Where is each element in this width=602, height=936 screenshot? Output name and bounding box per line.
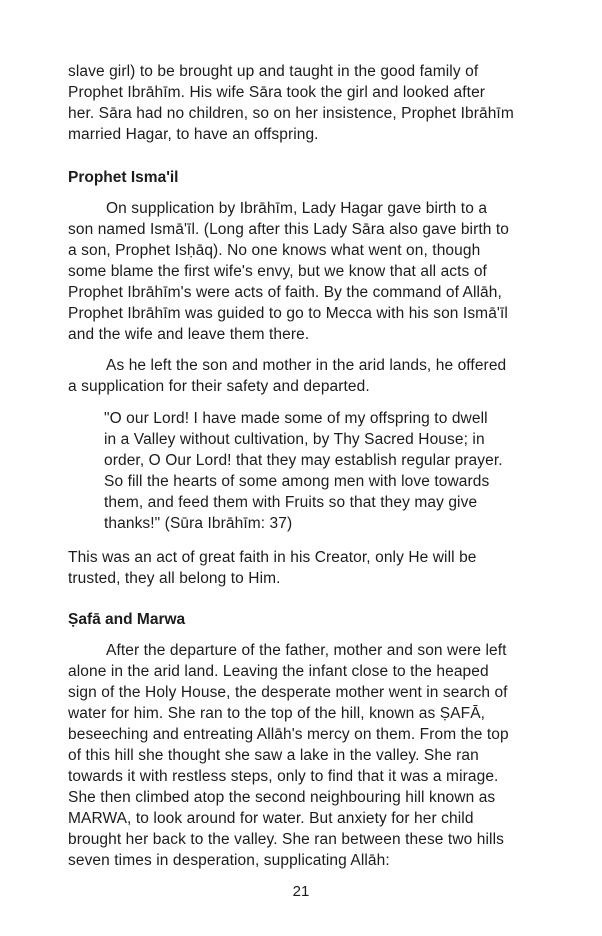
text-line: beseeching and entreating Allāh's mercy on them. From the top <box>68 726 509 743</box>
text-line: Prophet Ibrāhīm. His wife Sāra took the girl and looked after <box>68 84 486 101</box>
text-line: trusted, they all belong to Him. <box>68 570 281 587</box>
text-line: As he left the son and mother in the arid lands, he offered <box>106 357 507 374</box>
text-line: alone in the arid land. Leaving the infant close to the heaped <box>68 663 489 680</box>
text-line: Prophet Ibrāhīm was guided to go to Mecca with his son Ismā'īl <box>68 305 508 322</box>
text-line: MARWA, to look around for water. But anxiety for her child <box>68 810 474 827</box>
text-line: son named Ismā'īl. (Long after this Lady Sāra also gave birth to <box>68 221 510 238</box>
text-line: of this hill she thought she saw a lake in the valley. She ran <box>68 747 479 764</box>
text-line: water for him. She ran to the top of the hill, known as ṢAFĀ, <box>68 705 486 722</box>
text-line: a son, Prophet Isḥāq). No one knows what went on, though <box>68 242 481 259</box>
text-line: After the departure of the father, mother and son were left <box>106 642 507 659</box>
text-line: brought her back to the valley. She ran between these two hills <box>68 831 504 848</box>
text-line: seven times in desperation, supplicating Allāh: <box>68 852 390 869</box>
quote-line: them, and feed them with Fruits so that they may give <box>104 494 478 511</box>
text-line: She then climbed atop the second neighbouring hill known as <box>68 789 496 806</box>
text-line: married Hagar, to have an offspring. <box>68 126 319 143</box>
quote-line: "O our Lord! I have made some of my offspring to dwell <box>104 410 488 427</box>
text-line: some blame the first wife's envy, but we know that all acts of <box>68 263 487 280</box>
text-line: Prophet Ibrāhīm's were acts of faith. By the command of Allāh, <box>68 284 502 301</box>
text-line: On supplication by Ibrāhīm, Lady Hagar gave birth to a <box>106 200 488 217</box>
section-heading: Prophet Isma'il <box>68 169 179 186</box>
text-line: sign of the Holy House, the desperate mother went in search of <box>68 684 508 701</box>
quote-line: So fill the hearts of some among men with love towards <box>104 473 490 490</box>
text-line: slave girl) to be brought up and taught in the good family of <box>68 63 479 80</box>
text-line: a supplication for their safety and departed. <box>68 378 370 395</box>
text-line: and the wife and leave them there. <box>68 326 310 343</box>
text-line: her. Sāra had no children, so on her insistence, Prophet Ibrāhīm <box>68 105 514 122</box>
quote-line: in a Valley without cultivation, by Thy Sacred House; in <box>104 431 485 448</box>
quote-line: order, O Our Lord! that they may establish regular prayer. <box>104 452 503 469</box>
text-line: towards it with restless steps, only to find that it was a mirage. <box>68 768 499 785</box>
page-number: 21 <box>292 883 310 900</box>
section-heading: Ṣafā and Marwa <box>68 611 186 628</box>
text-line: This was an act of great faith in his Creator, only He will be <box>68 549 477 566</box>
quote-line: thanks!" (Sūra Ibrāhīm: 37) <box>104 515 293 532</box>
